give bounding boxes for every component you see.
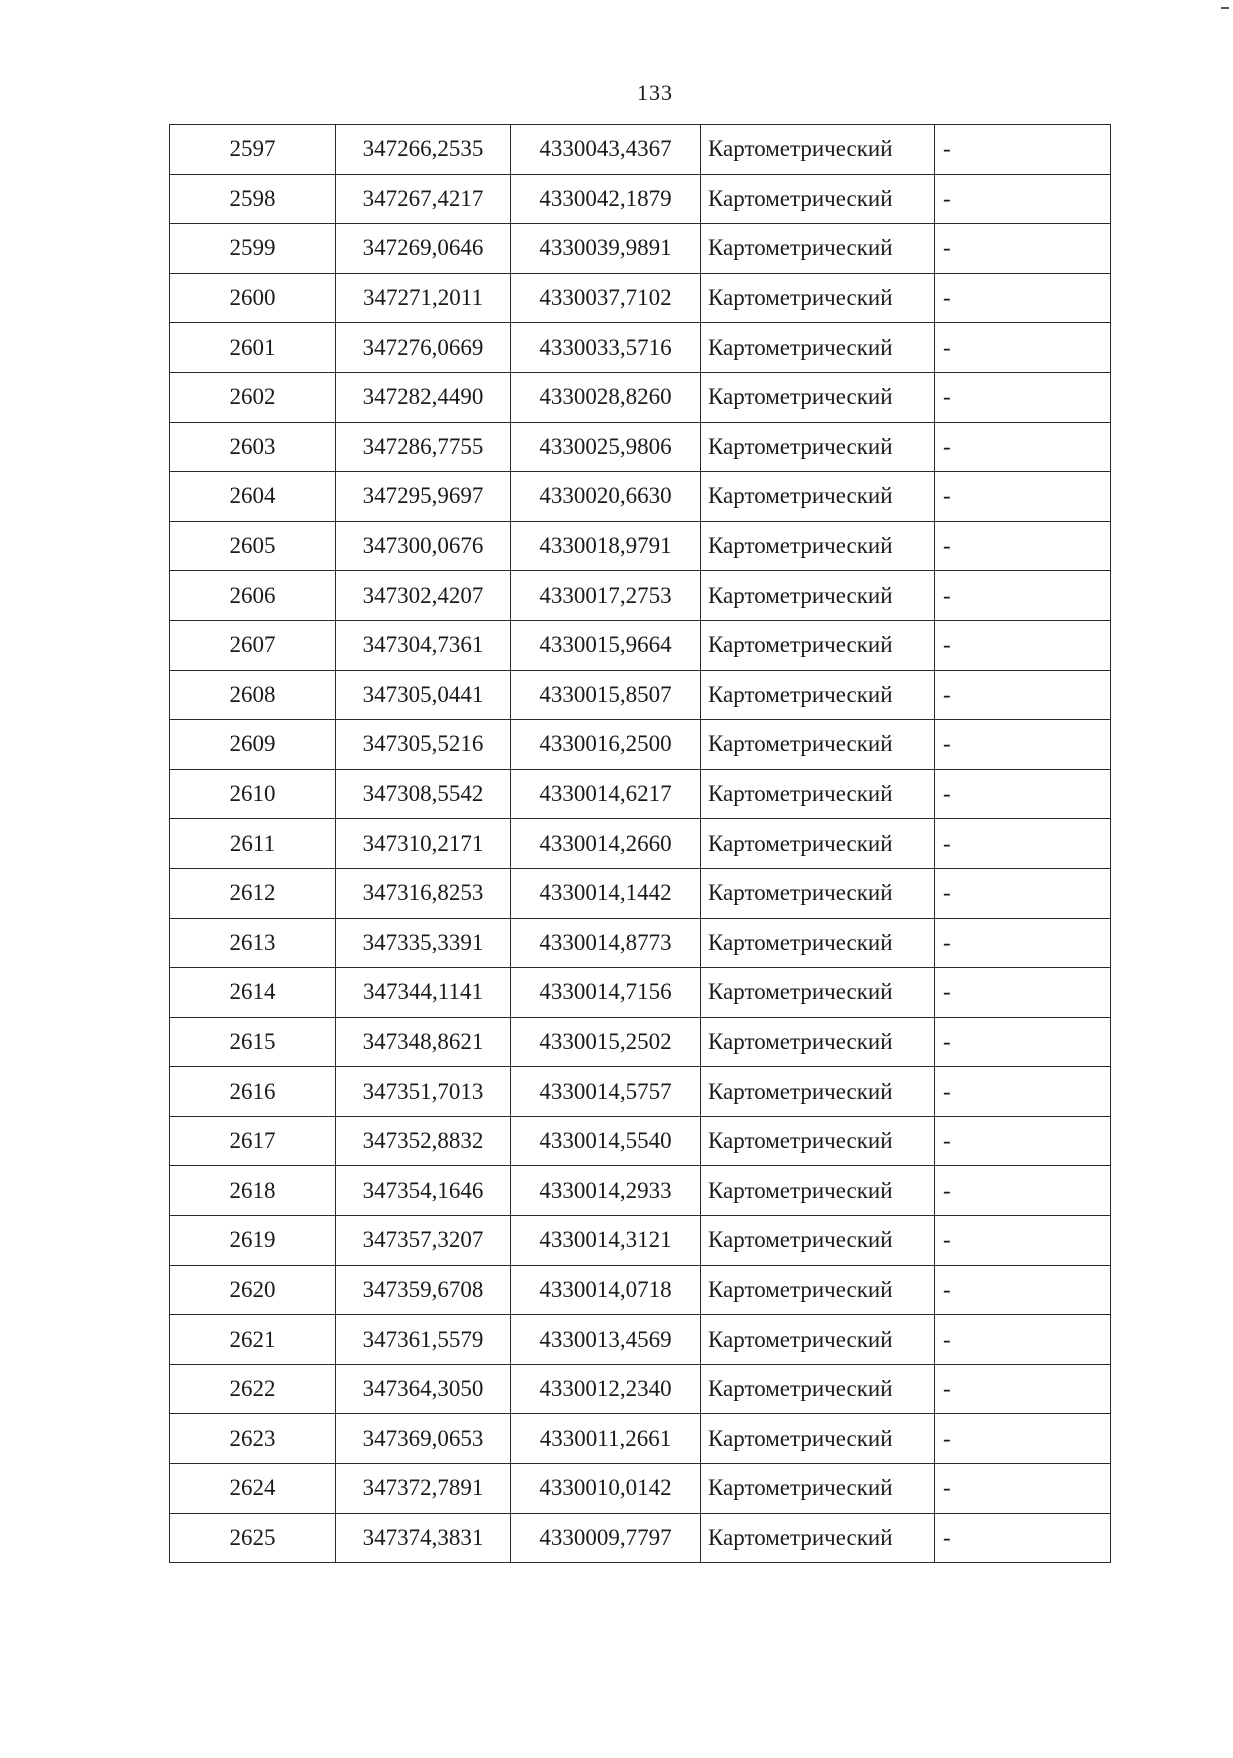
point-number-cell: 2607 <box>170 620 336 670</box>
error-cell: - <box>935 422 1111 472</box>
x-coordinate-cell: 347372,7891 <box>336 1464 511 1514</box>
point-number-cell: 2600 <box>170 273 336 323</box>
method-cell: Картометрический <box>701 918 935 968</box>
error-cell: - <box>935 1364 1111 1414</box>
x-coordinate-cell: 347305,5216 <box>336 720 511 770</box>
point-number-cell: 2624 <box>170 1464 336 1514</box>
method-cell: Картометрический <box>701 1216 935 1266</box>
x-coordinate-cell: 347305,0441 <box>336 670 511 720</box>
table-row <box>170 868 1111 918</box>
y-coordinate-cell: 4330015,8507 <box>511 670 701 720</box>
table-row <box>170 472 1111 522</box>
y-coordinate-cell: 4330010,0142 <box>511 1464 701 1514</box>
table-body <box>170 125 1111 1563</box>
error-cell: - <box>935 571 1111 621</box>
table-row <box>170 125 1111 175</box>
point-number-cell: 2609 <box>170 720 336 770</box>
table-row <box>170 1067 1111 1117</box>
point-number-cell: 2598 <box>170 174 336 224</box>
error-cell: - <box>935 174 1111 224</box>
error-cell: - <box>935 323 1111 373</box>
method-cell: Картометрический <box>701 422 935 472</box>
y-coordinate-cell: 4330016,2500 <box>511 720 701 770</box>
point-number-cell: 2623 <box>170 1414 336 1464</box>
x-coordinate-cell: 347351,7013 <box>336 1067 511 1117</box>
method-cell: Картометрический <box>701 323 935 373</box>
error-cell: - <box>935 1017 1111 1067</box>
y-coordinate-cell: 4330014,2933 <box>511 1166 701 1216</box>
x-coordinate-cell: 347364,3050 <box>336 1364 511 1414</box>
table-row <box>170 1364 1111 1414</box>
table-row <box>170 968 1111 1018</box>
y-coordinate-cell: 4330015,9664 <box>511 620 701 670</box>
y-coordinate-cell: 4330013,4569 <box>511 1315 701 1365</box>
error-cell: - <box>935 620 1111 670</box>
point-number-cell: 2612 <box>170 868 336 918</box>
x-coordinate-cell: 347369,0653 <box>336 1414 511 1464</box>
point-number-cell: 2606 <box>170 571 336 621</box>
error-cell: - <box>935 1414 1111 1464</box>
point-number-cell: 2597 <box>170 125 336 175</box>
y-coordinate-cell: 4330043,4367 <box>511 125 701 175</box>
y-coordinate-cell: 4330014,5757 <box>511 1067 701 1117</box>
y-coordinate-cell: 4330015,2502 <box>511 1017 701 1067</box>
point-number-cell: 2604 <box>170 472 336 522</box>
table-row <box>170 1315 1111 1365</box>
page-number: 133 <box>637 80 673 105</box>
x-coordinate-cell: 347308,5542 <box>336 769 511 819</box>
y-coordinate-cell: 4330039,9891 <box>511 224 701 274</box>
x-coordinate-cell: 347282,4490 <box>336 372 511 422</box>
method-cell: Картометрический <box>701 620 935 670</box>
x-coordinate-cell: 347302,4207 <box>336 571 511 621</box>
point-number-cell: 2618 <box>170 1166 336 1216</box>
method-cell: Картометрический <box>701 1017 935 1067</box>
x-coordinate-cell: 347316,8253 <box>336 868 511 918</box>
error-cell: - <box>935 1166 1111 1216</box>
method-cell: Картометрический <box>701 670 935 720</box>
table-row <box>170 620 1111 670</box>
table-row <box>170 571 1111 621</box>
y-coordinate-cell: 4330020,6630 <box>511 472 701 522</box>
y-coordinate-cell: 4330014,0718 <box>511 1265 701 1315</box>
method-cell: Картометрический <box>701 273 935 323</box>
y-coordinate-cell: 4330014,8773 <box>511 918 701 968</box>
point-number-cell: 2617 <box>170 1116 336 1166</box>
y-coordinate-cell: 4330028,8260 <box>511 372 701 422</box>
y-coordinate-cell: 4330025,9806 <box>511 422 701 472</box>
x-coordinate-cell: 347357,3207 <box>336 1216 511 1266</box>
method-cell: Картометрический <box>701 125 935 175</box>
table-row <box>170 670 1111 720</box>
y-coordinate-cell: 4330037,7102 <box>511 273 701 323</box>
x-coordinate-cell: 347335,3391 <box>336 918 511 968</box>
error-cell: - <box>935 1315 1111 1365</box>
coordinates-table <box>169 124 1111 1563</box>
table-row <box>170 769 1111 819</box>
error-cell: - <box>935 868 1111 918</box>
table-row <box>170 372 1111 422</box>
error-cell: - <box>935 670 1111 720</box>
method-cell: Картометрический <box>701 372 935 422</box>
point-number-cell: 2605 <box>170 521 336 571</box>
error-cell: - <box>935 769 1111 819</box>
table-row <box>170 1464 1111 1514</box>
y-coordinate-cell: 4330042,1879 <box>511 174 701 224</box>
x-coordinate-cell: 347286,7755 <box>336 422 511 472</box>
point-number-cell: 2616 <box>170 1067 336 1117</box>
method-cell: Картометрический <box>701 1067 935 1117</box>
x-coordinate-cell: 347344,1141 <box>336 968 511 1018</box>
method-cell: Картометрический <box>701 571 935 621</box>
point-number-cell: 2601 <box>170 323 336 373</box>
table-row <box>170 1414 1111 1464</box>
table-row <box>170 273 1111 323</box>
y-coordinate-cell: 4330012,2340 <box>511 1364 701 1414</box>
method-cell: Картометрический <box>701 1513 935 1563</box>
x-coordinate-cell: 347348,8621 <box>336 1017 511 1067</box>
x-coordinate-cell: 347374,3831 <box>336 1513 511 1563</box>
error-cell: - <box>935 918 1111 968</box>
error-cell: - <box>935 1116 1111 1166</box>
error-cell: - <box>935 1464 1111 1514</box>
point-number-cell: 2620 <box>170 1265 336 1315</box>
y-coordinate-cell: 4330014,6217 <box>511 769 701 819</box>
point-number-cell: 2621 <box>170 1315 336 1365</box>
x-coordinate-cell: 347267,4217 <box>336 174 511 224</box>
error-cell: - <box>935 1265 1111 1315</box>
y-coordinate-cell: 4330017,2753 <box>511 571 701 621</box>
point-number-cell: 2599 <box>170 224 336 274</box>
y-coordinate-cell: 4330009,7797 <box>511 1513 701 1563</box>
table-row <box>170 174 1111 224</box>
method-cell: Картометрический <box>701 968 935 1018</box>
error-cell: - <box>935 273 1111 323</box>
x-coordinate-cell: 347300,0676 <box>336 521 511 571</box>
y-coordinate-cell: 4330014,7156 <box>511 968 701 1018</box>
x-coordinate-cell: 347276,0669 <box>336 323 511 373</box>
table-row <box>170 720 1111 770</box>
x-coordinate-cell: 347359,6708 <box>336 1265 511 1315</box>
error-cell: - <box>935 1067 1111 1117</box>
error-cell: - <box>935 819 1111 869</box>
error-cell: - <box>935 720 1111 770</box>
point-number-cell: 2615 <box>170 1017 336 1067</box>
method-cell: Картометрический <box>701 174 935 224</box>
method-cell: Картометрический <box>701 1116 935 1166</box>
scan-edge-mark <box>1221 7 1229 9</box>
y-coordinate-cell: 4330011,2661 <box>511 1414 701 1464</box>
table-row <box>170 1116 1111 1166</box>
error-cell: - <box>935 125 1111 175</box>
method-cell: Картометрический <box>701 1265 935 1315</box>
table-row <box>170 1216 1111 1266</box>
point-number-cell: 2602 <box>170 372 336 422</box>
point-number-cell: 2622 <box>170 1364 336 1414</box>
method-cell: Картометрический <box>701 1166 935 1216</box>
x-coordinate-cell: 347304,7361 <box>336 620 511 670</box>
x-coordinate-cell: 347354,1646 <box>336 1166 511 1216</box>
method-cell: Картометрический <box>701 868 935 918</box>
table-row <box>170 1265 1111 1315</box>
x-coordinate-cell: 347295,9697 <box>336 472 511 522</box>
point-number-cell: 2608 <box>170 670 336 720</box>
table-row <box>170 521 1111 571</box>
method-cell: Картометрический <box>701 819 935 869</box>
method-cell: Картометрический <box>701 521 935 571</box>
point-number-cell: 2625 <box>170 1513 336 1563</box>
table-row <box>170 1017 1111 1067</box>
error-cell: - <box>935 1513 1111 1563</box>
table-row <box>170 224 1111 274</box>
point-number-cell: 2611 <box>170 819 336 869</box>
x-coordinate-cell: 347266,2535 <box>336 125 511 175</box>
x-coordinate-cell: 347361,5579 <box>336 1315 511 1365</box>
point-number-cell: 2610 <box>170 769 336 819</box>
error-cell: - <box>935 224 1111 274</box>
table-row <box>170 422 1111 472</box>
point-number-cell: 2619 <box>170 1216 336 1266</box>
y-coordinate-cell: 4330014,2660 <box>511 819 701 869</box>
y-coordinate-cell: 4330014,1442 <box>511 868 701 918</box>
point-number-cell: 2613 <box>170 918 336 968</box>
method-cell: Картометрический <box>701 720 935 770</box>
y-coordinate-cell: 4330018,9791 <box>511 521 701 571</box>
method-cell: Картометрический <box>701 1315 935 1365</box>
x-coordinate-cell: 347269,0646 <box>336 224 511 274</box>
table-row <box>170 323 1111 373</box>
x-coordinate-cell: 347352,8832 <box>336 1116 511 1166</box>
x-coordinate-cell: 347310,2171 <box>336 819 511 869</box>
error-cell: - <box>935 968 1111 1018</box>
table-row <box>170 1513 1111 1563</box>
method-cell: Картометрический <box>701 1414 935 1464</box>
point-number-cell: 2614 <box>170 968 336 1018</box>
error-cell: - <box>935 472 1111 522</box>
y-coordinate-cell: 4330014,3121 <box>511 1216 701 1266</box>
method-cell: Картометрический <box>701 1364 935 1414</box>
error-cell: - <box>935 521 1111 571</box>
point-number-cell: 2603 <box>170 422 336 472</box>
method-cell: Картометрический <box>701 769 935 819</box>
table-row <box>170 918 1111 968</box>
x-coordinate-cell: 347271,2011 <box>336 273 511 323</box>
table-row <box>170 819 1111 869</box>
method-cell: Картометрический <box>701 224 935 274</box>
error-cell: - <box>935 1216 1111 1266</box>
method-cell: Картометрический <box>701 1464 935 1514</box>
y-coordinate-cell: 4330014,5540 <box>511 1116 701 1166</box>
error-cell: - <box>935 372 1111 422</box>
method-cell: Картометрический <box>701 472 935 522</box>
y-coordinate-cell: 4330033,5716 <box>511 323 701 373</box>
table-row <box>170 1166 1111 1216</box>
